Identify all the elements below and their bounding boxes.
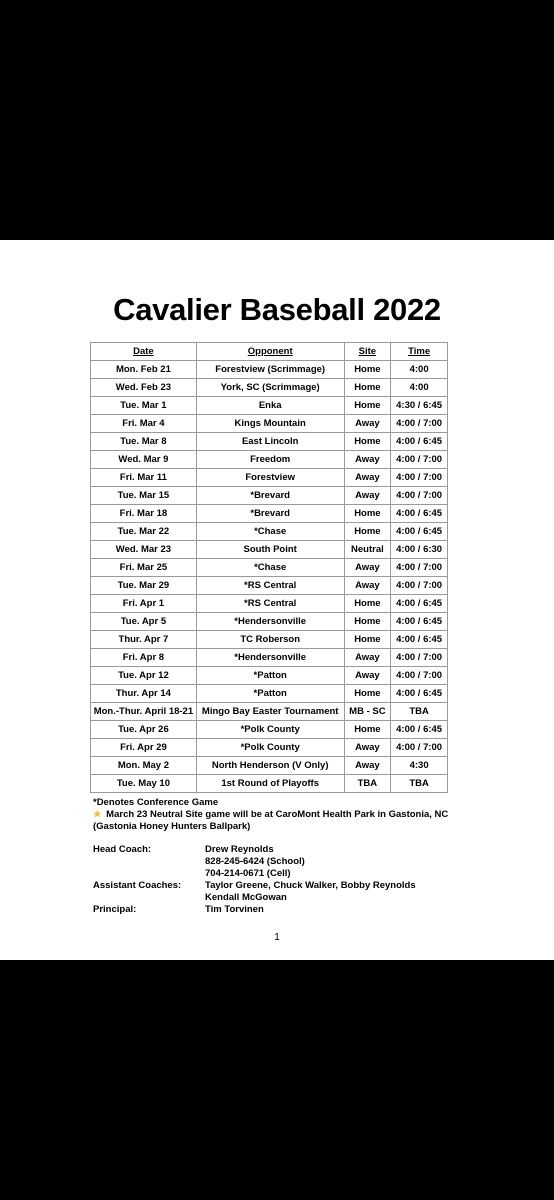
cell-opponent: South Point <box>196 541 344 559</box>
cell-site: Away <box>344 469 391 487</box>
column-header-date: Date <box>91 343 197 361</box>
cell-opponent: North Henderson (V Only) <box>196 757 344 775</box>
cell-opponent: *Hendersonville <box>196 613 344 631</box>
cell-site: Home <box>344 433 391 451</box>
cell-date: Fri. Mar 18 <box>91 505 197 523</box>
cell-site: Home <box>344 505 391 523</box>
cell-date: Thur. Apr 7 <box>91 631 197 649</box>
neutral-site-note-line1: March 23 Neutral Site game will be at CaroMont Health Park in Gastonia, NC <box>106 809 449 820</box>
cell-opponent: Enka <box>196 397 344 415</box>
cell-site: Home <box>344 595 391 613</box>
assistant-coaches-line2: Kendall McGowan <box>205 892 287 903</box>
column-header-site: Site <box>344 343 391 361</box>
conference-note: *Denotes Conference Game <box>93 797 219 808</box>
assistant-coaches-label: Assistant Coaches: <box>93 880 182 891</box>
cell-date: Wed. Mar 23 <box>91 541 197 559</box>
cell-time: 4:00 / 6:45 <box>391 631 448 649</box>
cell-date: Fri. Mar 11 <box>91 469 197 487</box>
cell-date: Tue. Mar 22 <box>91 523 197 541</box>
table-row <box>91 379 448 397</box>
cell-date: Tue. Mar 29 <box>91 577 197 595</box>
cell-date: Fri. Mar 25 <box>91 559 197 577</box>
cell-opponent: Mingo Bay Easter Tournament <box>196 703 344 721</box>
cell-opponent: *Brevard <box>196 487 344 505</box>
table-row <box>91 559 448 577</box>
column-header-time: Time <box>391 343 448 361</box>
head-coach-label: Head Coach: <box>93 844 152 855</box>
cell-date: Wed. Mar 9 <box>91 451 197 469</box>
cell-site: Away <box>344 577 391 595</box>
cell-opponent: *Polk County <box>196 739 344 757</box>
table-row <box>91 487 448 505</box>
page-number: 1 <box>274 932 280 943</box>
table-row <box>91 361 448 379</box>
head-coach-phone-cell: 704-214-0671 (Cell) <box>205 868 291 879</box>
cell-time: 4:00 <box>391 361 448 379</box>
cell-time: 4:00 / 7:00 <box>391 469 448 487</box>
cell-opponent: *Patton <box>196 685 344 703</box>
principal-name: Tim Torvinen <box>205 904 264 915</box>
assistant-coaches-row <box>93 880 416 904</box>
table-row <box>91 685 448 703</box>
cell-time: 4:30 <box>391 757 448 775</box>
cell-opponent: Forestview (Scrimmage) <box>196 361 344 379</box>
page-title: Cavalier Baseball 2022 <box>113 292 441 327</box>
column-header-opponent: Opponent <box>196 343 344 361</box>
cell-date: Fri. Mar 4 <box>91 415 197 433</box>
cell-time: 4:00 / 6:30 <box>391 541 448 559</box>
cell-date: Tue. Apr 5 <box>91 613 197 631</box>
cell-opponent: *Chase <box>196 559 344 577</box>
cell-site: Home <box>344 721 391 739</box>
table-row <box>91 631 448 649</box>
cell-site: Away <box>344 451 391 469</box>
cell-date: Mon.-Thur. April 18-21 <box>91 703 197 721</box>
cell-time: 4:00 / 6:45 <box>391 613 448 631</box>
table-row <box>91 739 448 757</box>
cell-opponent: York, SC (Scrimmage) <box>196 379 344 397</box>
table-row <box>91 397 448 415</box>
table-row <box>91 613 448 631</box>
cell-site: Away <box>344 415 391 433</box>
contacts-section <box>93 844 416 916</box>
cell-opponent: *RS Central <box>196 595 344 613</box>
cell-time: 4:30 / 6:45 <box>391 397 448 415</box>
principal-row <box>93 904 416 916</box>
cell-site: Away <box>344 757 391 775</box>
cell-date: Fri. Apr 1 <box>91 595 197 613</box>
cell-time: 4:00 / 6:45 <box>391 721 448 739</box>
cell-time: 4:00 / 6:45 <box>391 433 448 451</box>
cell-date: Fri. Apr 8 <box>91 649 197 667</box>
cell-opponent: Freedom <box>196 451 344 469</box>
table-row <box>91 721 448 739</box>
cell-site: Home <box>344 523 391 541</box>
cell-time: 4:00 / 7:00 <box>391 577 448 595</box>
schedule-table <box>90 342 448 793</box>
cell-site: Home <box>344 361 391 379</box>
cell-date: Tue. Mar 1 <box>91 397 197 415</box>
cell-site: Home <box>344 397 391 415</box>
cell-opponent: *Polk County <box>196 721 344 739</box>
table-row <box>91 523 448 541</box>
assistant-coaches-line1: Taylor Greene, Chuck Walker, Bobby Reynolds <box>205 880 416 891</box>
cell-date: Fri. Apr 29 <box>91 739 197 757</box>
cell-time: 4:00 / 7:00 <box>391 487 448 505</box>
cell-site: Home <box>344 379 391 397</box>
table-row <box>91 667 448 685</box>
neutral-site-note-line2: (Gastonia Honey Hunters Ballpark) <box>93 821 251 832</box>
table-row <box>91 703 448 721</box>
table-row <box>91 451 448 469</box>
cell-opponent: Forestview <box>196 469 344 487</box>
cell-date: Mon. Feb 21 <box>91 361 197 379</box>
cell-opponent: *Patton <box>196 667 344 685</box>
cell-opponent: Kings Mountain <box>196 415 344 433</box>
cell-date: Tue. May 10 <box>91 775 197 793</box>
cell-time: 4:00 / 6:45 <box>391 523 448 541</box>
cell-opponent: East Lincoln <box>196 433 344 451</box>
schedule-document <box>0 240 554 960</box>
cell-site: Away <box>344 739 391 757</box>
cell-site: Away <box>344 487 391 505</box>
cell-time: 4:00 / 6:45 <box>391 505 448 523</box>
table-row <box>91 415 448 433</box>
head-coach-row <box>93 844 416 880</box>
cell-time: 4:00 / 7:00 <box>391 739 448 757</box>
cell-date: Tue. Apr 26 <box>91 721 197 739</box>
cell-time: 4:00 / 7:00 <box>391 649 448 667</box>
cell-site: TBA <box>344 775 391 793</box>
cell-time: 4:00 / 7:00 <box>391 667 448 685</box>
table-row <box>91 757 448 775</box>
cell-site: Home <box>344 613 391 631</box>
cell-opponent: *RS Central <box>196 577 344 595</box>
cell-site: Home <box>344 631 391 649</box>
cell-date: Tue. Mar 8 <box>91 433 197 451</box>
cell-time: 4:00 / 6:45 <box>391 685 448 703</box>
neutral-site-note <box>93 809 448 821</box>
cell-time: 4:00 / 6:45 <box>391 595 448 613</box>
cell-opponent: TC Roberson <box>196 631 344 649</box>
cell-time: 4:00 / 7:00 <box>391 559 448 577</box>
cell-time: 4:00 / 7:00 <box>391 415 448 433</box>
cell-time: 4:00 <box>391 379 448 397</box>
table-row <box>91 469 448 487</box>
table-header-row <box>91 343 448 361</box>
cell-site: MB - SC <box>344 703 391 721</box>
cell-time: TBA <box>391 775 448 793</box>
cell-site: Away <box>344 559 391 577</box>
cell-date: Wed. Feb 23 <box>91 379 197 397</box>
table-row <box>91 649 448 667</box>
table-row <box>91 541 448 559</box>
head-coach-name: Drew Reynolds <box>205 844 274 855</box>
cell-site: Away <box>344 667 391 685</box>
principal-label: Principal: <box>93 904 137 915</box>
cell-date: Thur. Apr 14 <box>91 685 197 703</box>
cell-opponent: *Hendersonville <box>196 649 344 667</box>
head-coach-phone-school: 828-245-6424 (School) <box>205 856 305 867</box>
table-row <box>91 577 448 595</box>
schedule-notes <box>93 797 448 833</box>
table-row <box>91 505 448 523</box>
cell-time: 4:00 / 7:00 <box>391 451 448 469</box>
cell-date: Mon. May 2 <box>91 757 197 775</box>
cell-site: Home <box>344 685 391 703</box>
cell-date: Tue. Mar 15 <box>91 487 197 505</box>
cell-time: TBA <box>391 703 448 721</box>
table-row <box>91 433 448 451</box>
cell-site: Away <box>344 649 391 667</box>
cell-opponent: 1st Round of Playoffs <box>196 775 344 793</box>
cell-site: Neutral <box>344 541 391 559</box>
star-icon: ★ <box>93 809 102 820</box>
table-row <box>91 775 448 793</box>
schedule-body <box>91 361 448 793</box>
cell-date: Tue. Apr 12 <box>91 667 197 685</box>
cell-opponent: *Brevard <box>196 505 344 523</box>
cell-opponent: *Chase <box>196 523 344 541</box>
table-row <box>91 595 448 613</box>
